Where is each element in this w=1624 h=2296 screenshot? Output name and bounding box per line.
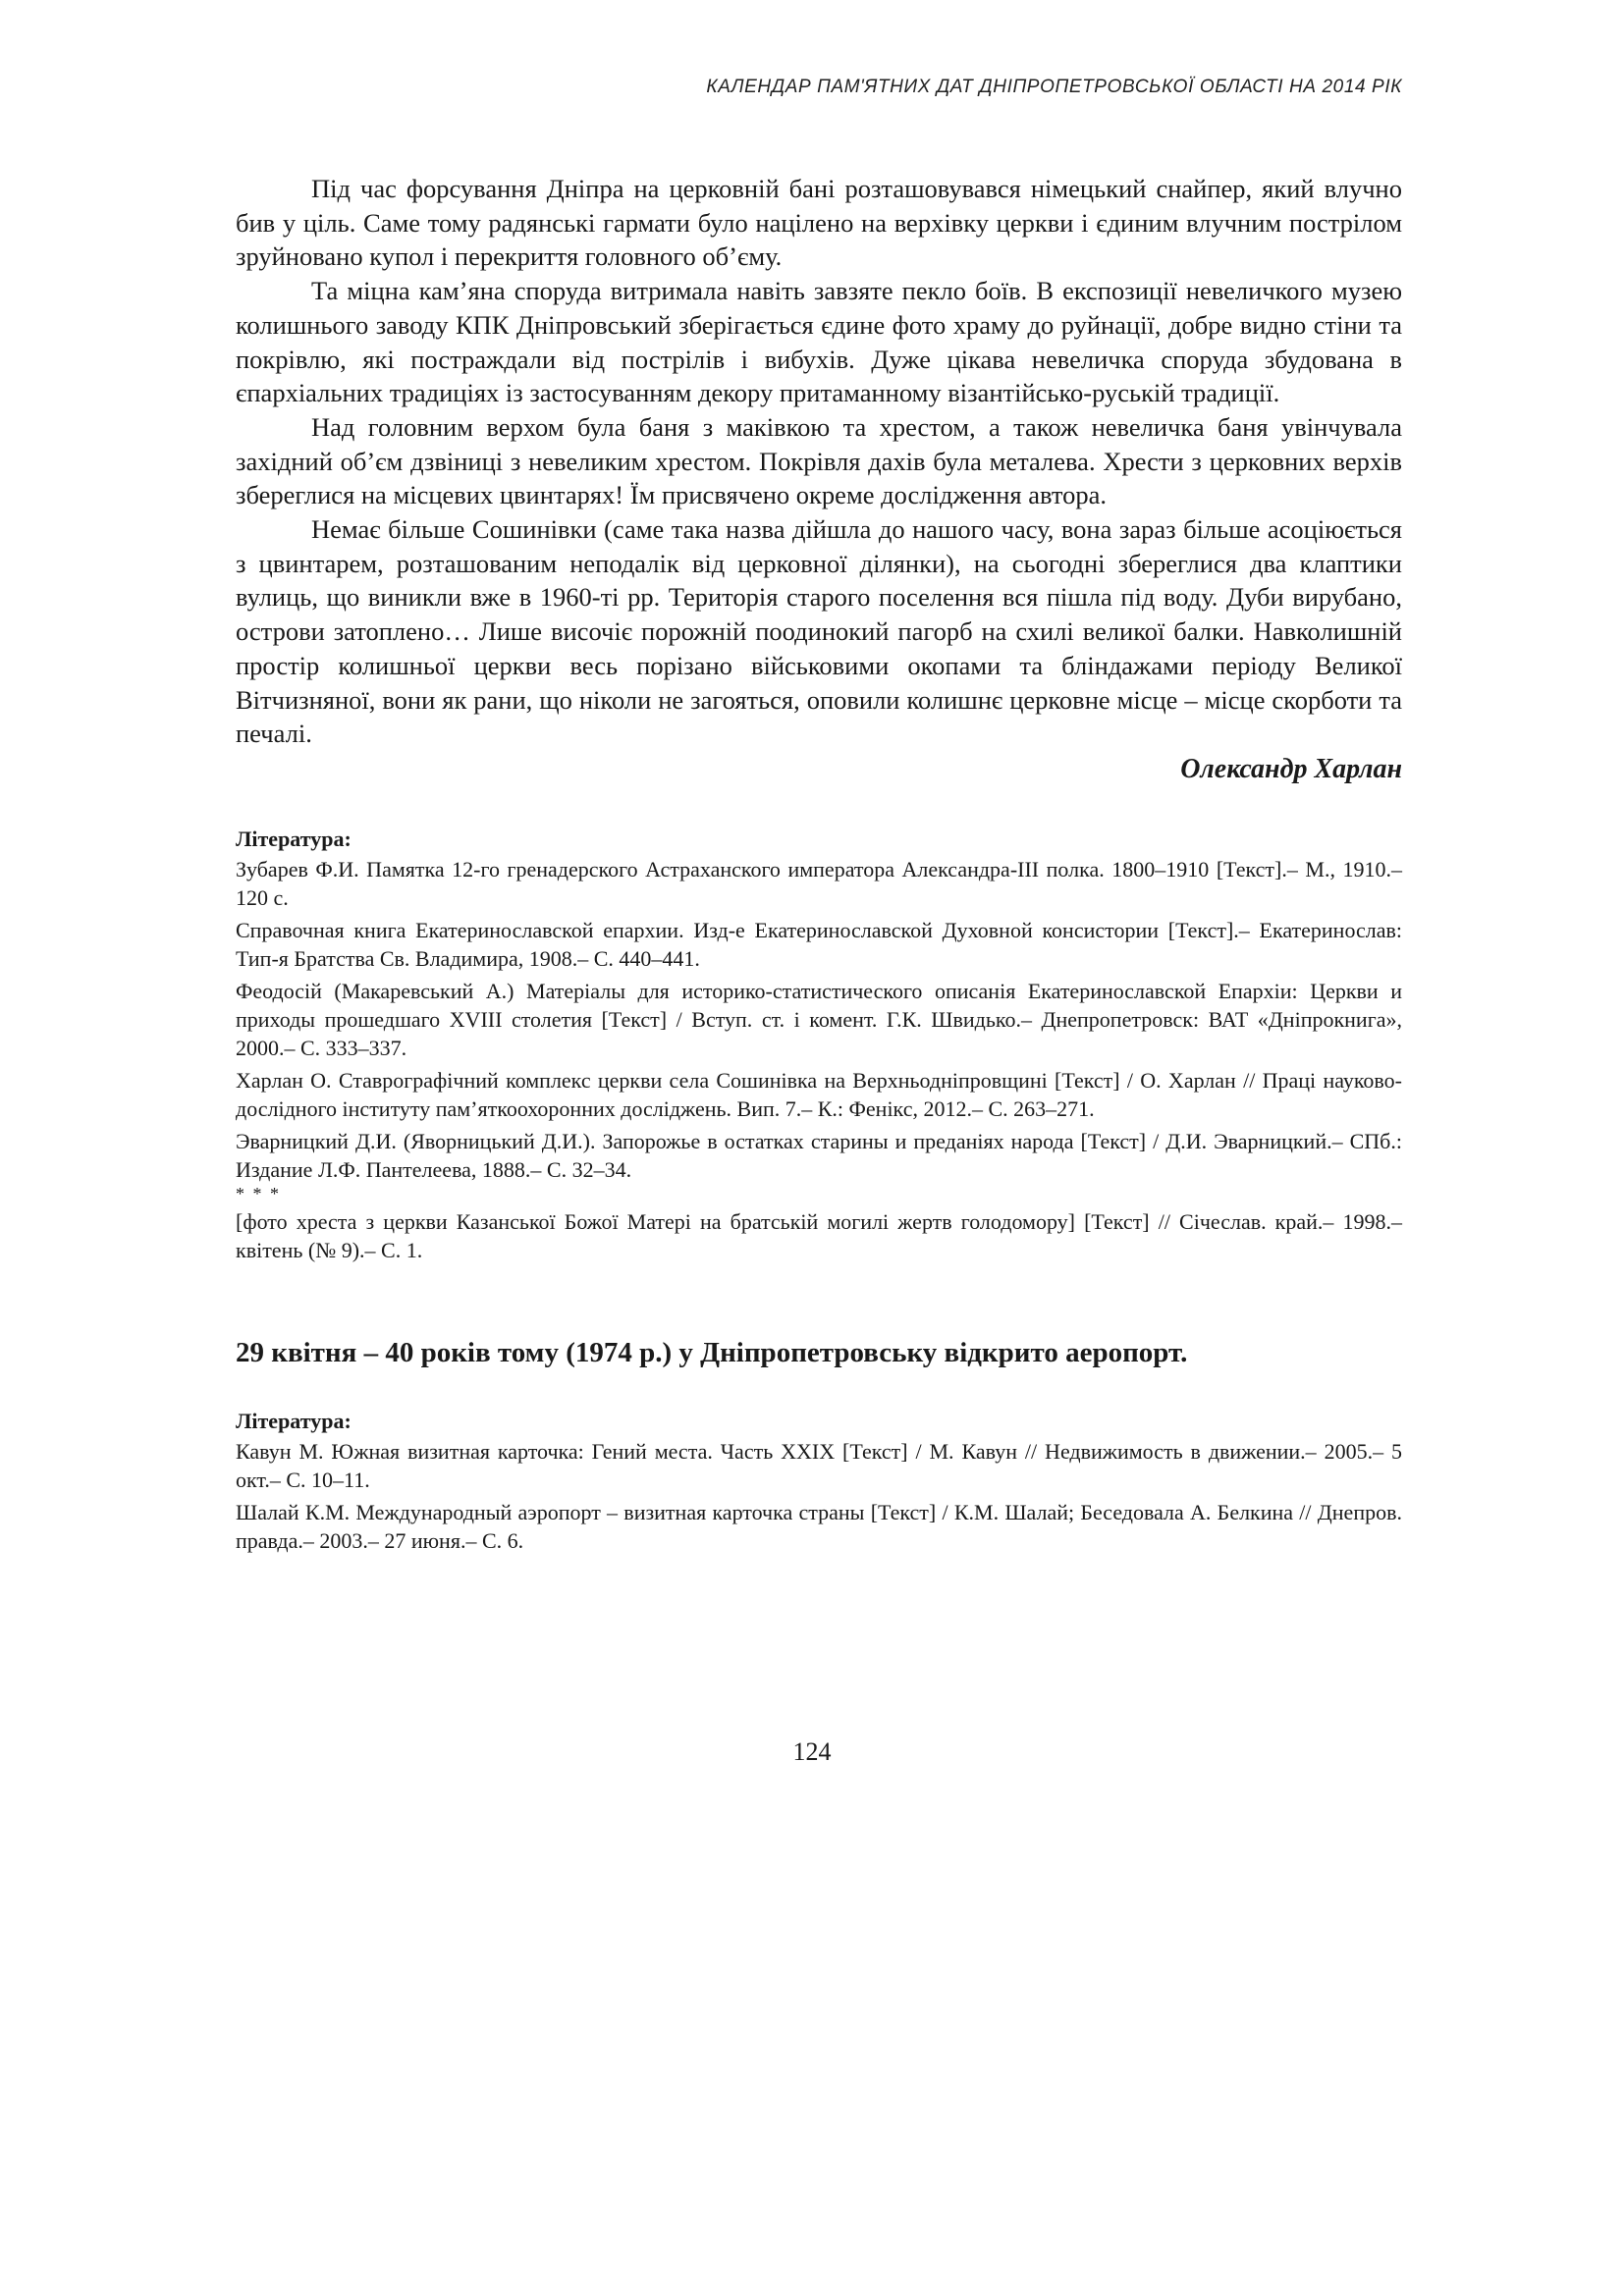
article-paragraph: Над головним верхом була баня з маківкою та хрестом, а також невеличка баня увінчувала західний об’єм дзвіниці з невеликим хрестом. Покрівля дахів була металева. Хрести з церковних верхів збереглися на місцевих цвинтарях! Їм присвячено окреме дослідження автора. [236,411,1402,510]
article-paragraph: Та міцна кам’яна споруда витримала навіть завзяте пекло боїв. В експозиції невеличкого музею колишнього заводу КПК Дніпровський зберігається єдине фото храму до руйнації, добре видно стіни та покрівлю, які постраждали від пострілів і вибухів. Дуже цікава невеличка споруда збудована в єпархіальних традиціях із застосуванням декору притаманному візантійсько-руській традиції. [236,276,1402,408]
event-title: 29 квітня – 40 років тому (1974 р.) у Дніпропетровську відкрито аеропорт. [236,1336,1188,1368]
literature-section [236,826,1402,1264]
literature-ref: [фото хреста з церкви Казанської Божої Матері на братській могилі жертв голодомору] [Текст] // Січеслав. край.– 1998.– квітень (№ 9).– С. 1. [236,1208,1402,1262]
page-number: 124 [792,1737,832,1766]
literature-ref: Справочная книга Екатеринославской епархии. Изд-е Екатеринославской Духовной консистории [Текст].– Екатеринослав: Тип-я Братства Св. Владимира, 1908.– С. 440–441. [236,917,1402,971]
literature-heading: Література: [236,826,352,851]
article-body [236,172,1402,786]
page-content [236,172,1402,1559]
separator-stars: * * * [236,1183,281,1203]
article-paragraph: Під час форсування Дніпра на церковній бані розташовувався німецький снайпер, який влучно бив у ціль. Саме тому радянські гармати було націлено на верхівку церкви і єдиним влучним пострілом зруйновано купол і перекриття головного об’єму. [236,174,1402,272]
literature-ref: Шалай К.М. Международный аэропорт – визитная карточка страны [Текст] / К.М. Шалай; Беседовала А. Белкина // Днепров. правда.– 2003.– 27 июня.– С. 6. [236,1499,1402,1553]
literature-ref: Харлан О. Ставрографічний комплекс церкви села Сошинівка на Верхньодніпровщині [Текст] / О. Харлан // Праці науково-дослідного інституту пам’яткоохоронних досліджень. Вип. 7.– К.: Фенікс, 2012.– С. 263–271. [236,1067,1402,1121]
literature-ref: Кавун М. Южная визитная карточка: Гений места. Часть XXIX [Текст] / М. Кавун // Недвижимость в движении.– 2005.– 5 окт.– С. 10–11. [236,1438,1402,1492]
literature-ref: Феодосій (Макаревський А.) Матеріалы для историко-статистического описанія Екатеринославской Епархіи: Церкви и приходы прошедшаго XVIII столетия [Текст] / Вступ. ст. і комент. Г.К. Швидько.– Днепропетровск: ВАТ «Дніпрокнига», 2000.– С. 333–337. [236,978,1402,1060]
literature-ref: Эварницкий Д.И. (Яворницький Д.И.). Запорожье в остатках старины и преданіях народа [Текст] / Д.И. Эварницкий.– СПб.: Издание Л.Ф. Пантелеева, 1888.– С. 32–34. [236,1128,1402,1182]
article-paragraph: Немає більше Сошинівки (саме така назва дійшла до нашого часу, вона зараз більше асоціюється з цвинтарем, розташованим неподалік від церковної ділянки), на сьогодні збереглися два клаптики вулиць, що виникли вже в 1960-ті рр. Територія старого поселення вся пішла під воду. Дуби вирубано, острови затоплено… Лише височіє порожній поодинокий пагорб на схилі великої балки. Навколишній простір колишньої церкви весь порізано військовими окопами та бліндажами періоду Великої Вітчизняної, вони як рани, що ніколи не загояться, оповили колишнє церковне місце – місце скорботи та печалі. [236,514,1402,749]
literature-ref: Зубарев Ф.И. Памятка 12-го гренадерского Астраханского императора Александра-III полка. 1800–1910 [Текст].– М., 1910.– 120 с. [236,856,1402,910]
running-header: КАЛЕНДАР ПАМ'ЯТНИХ ДАТ ДНІПРОПЕТРОВСЬКОЇ ОБЛАСТІ НА 2014 РІК [706,77,1402,97]
article-author: Олександр Харлан [1180,753,1402,784]
literature-heading: Література: [236,1408,352,1433]
literature-section-airport [236,1408,1402,1555]
